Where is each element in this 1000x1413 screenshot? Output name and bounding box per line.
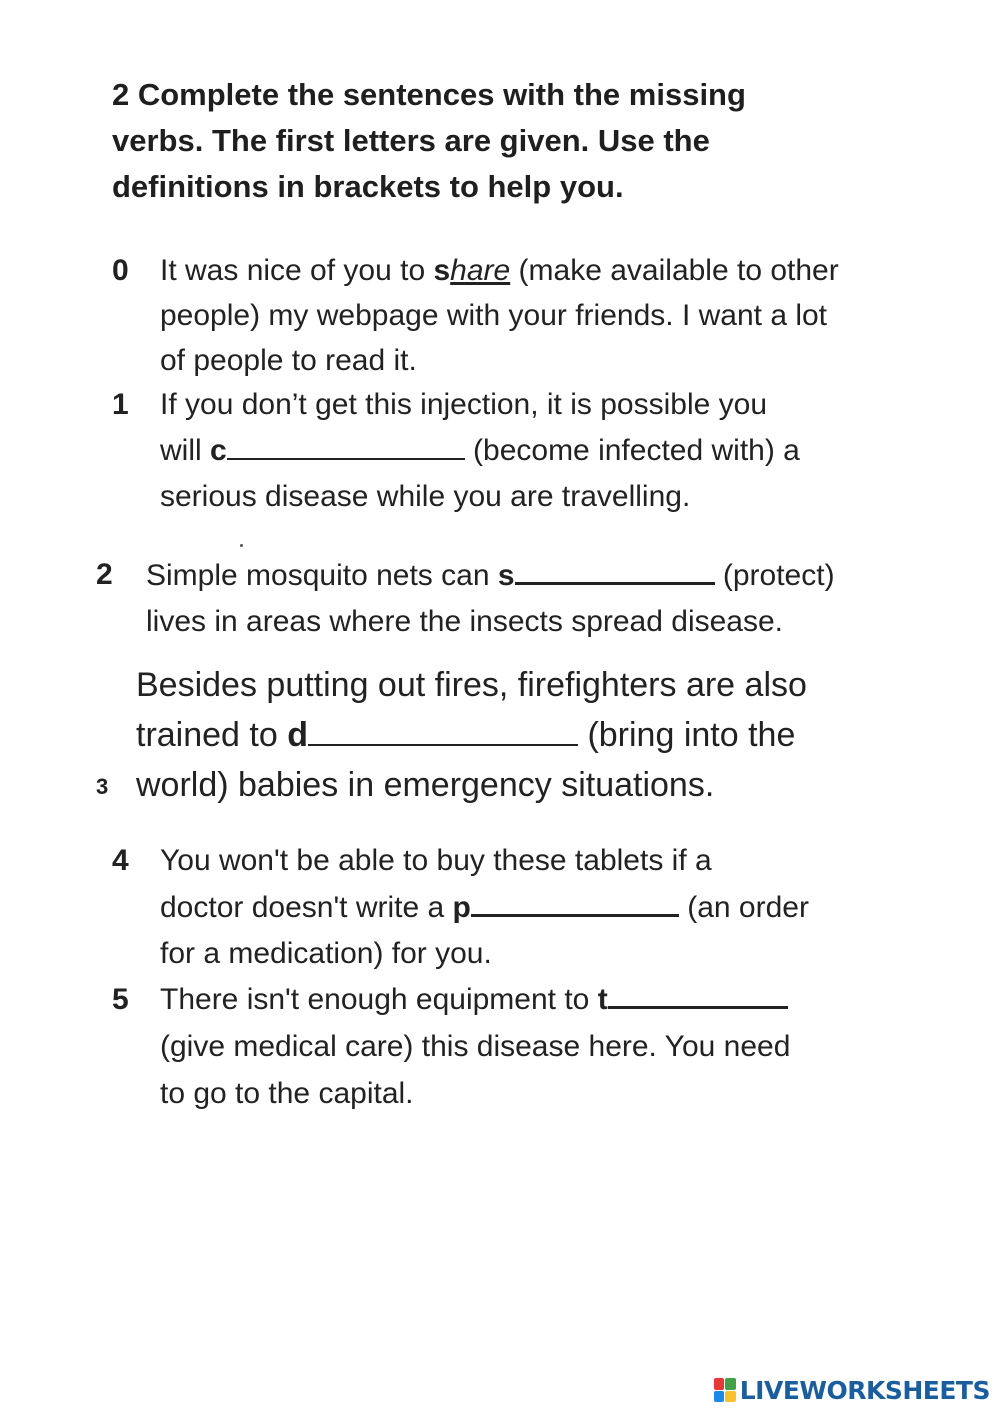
instruction-line: verbs. The first letters are given. Use the: [112, 123, 710, 158]
text-segment: (bring into the: [578, 716, 796, 754]
instruction-line: definitions in brackets to help you.: [112, 169, 624, 204]
item-number: 2: [96, 558, 113, 591]
item-text: [160, 976, 790, 1117]
item-text: [146, 552, 835, 645]
text-line: Besides putting out fires, firefighters are also: [136, 666, 807, 704]
first-letter: c: [210, 434, 227, 467]
instructions: [112, 72, 812, 210]
text-line: serious disease while you are travelling.: [160, 480, 691, 513]
item-number: 5: [112, 983, 129, 1016]
first-letter: t: [597, 983, 608, 1016]
item-number: 0: [112, 254, 129, 287]
text-line: people) my webpage with your friends. I want a lot: [160, 299, 828, 332]
text-segment: (protect): [714, 559, 835, 592]
text-segment: doctor doesn't write a: [160, 891, 453, 924]
text-segment: will: [160, 434, 210, 467]
text-line: If you don’t get this injection, it is possible you: [160, 388, 768, 421]
answer-blank-3[interactable]: [308, 710, 578, 746]
logo-cell: [714, 1391, 725, 1403]
answer-blank-5[interactable]: [608, 976, 788, 1009]
first-letter: d: [287, 716, 308, 754]
text-segment: (become infected with) a: [464, 434, 800, 467]
answer-blank-2[interactable]: [515, 552, 715, 585]
text-segment: Simple mosquito nets can: [146, 559, 498, 592]
text-line: You won't be able to buy these tablets if a: [160, 844, 712, 877]
text-line: (give medical care) this disease here. You need: [160, 1030, 791, 1063]
brand-name: LIVEWORKSHEETS: [739, 1375, 990, 1405]
item-text: [160, 838, 809, 977]
first-letter: s: [433, 254, 451, 287]
text-line: lives in areas where the insects spread disease.: [146, 605, 784, 638]
item-number: 1: [112, 388, 129, 421]
liveworksheets-logo-icon: [714, 1378, 736, 1402]
text-segment: There isn't enough equipment to: [160, 983, 598, 1016]
item-number: 3: [96, 774, 109, 799]
text-line: to go to the capital.: [160, 1077, 414, 1110]
item-number: 4: [112, 844, 129, 877]
logo-cell: [714, 1378, 725, 1390]
liveworksheets-brand: [714, 1375, 990, 1405]
text-segment: (an order: [678, 891, 809, 924]
instruction-line: 2 Complete the sentences with the missing: [112, 77, 746, 112]
example-answer: hare: [450, 254, 511, 287]
logo-cell: [725, 1378, 736, 1390]
stray-mark: [240, 544, 243, 547]
answer-blank-1[interactable]: [227, 428, 465, 460]
item-text: [160, 248, 839, 383]
text-line: of people to read it.: [160, 344, 417, 377]
item-text: [136, 660, 807, 810]
logo-cell: [725, 1391, 736, 1403]
text-line: for a medication) for you.: [160, 937, 492, 970]
first-letter: p: [452, 891, 471, 924]
text-line: world) babies in emergency situations.: [136, 766, 715, 804]
answer-blank-4[interactable]: [471, 884, 679, 917]
first-letter: s: [497, 559, 515, 592]
text-segment: It was nice of you to: [160, 254, 434, 287]
text-segment: (make available to other: [510, 254, 839, 287]
text-segment: trained to: [136, 716, 288, 754]
item-text: [160, 382, 800, 520]
